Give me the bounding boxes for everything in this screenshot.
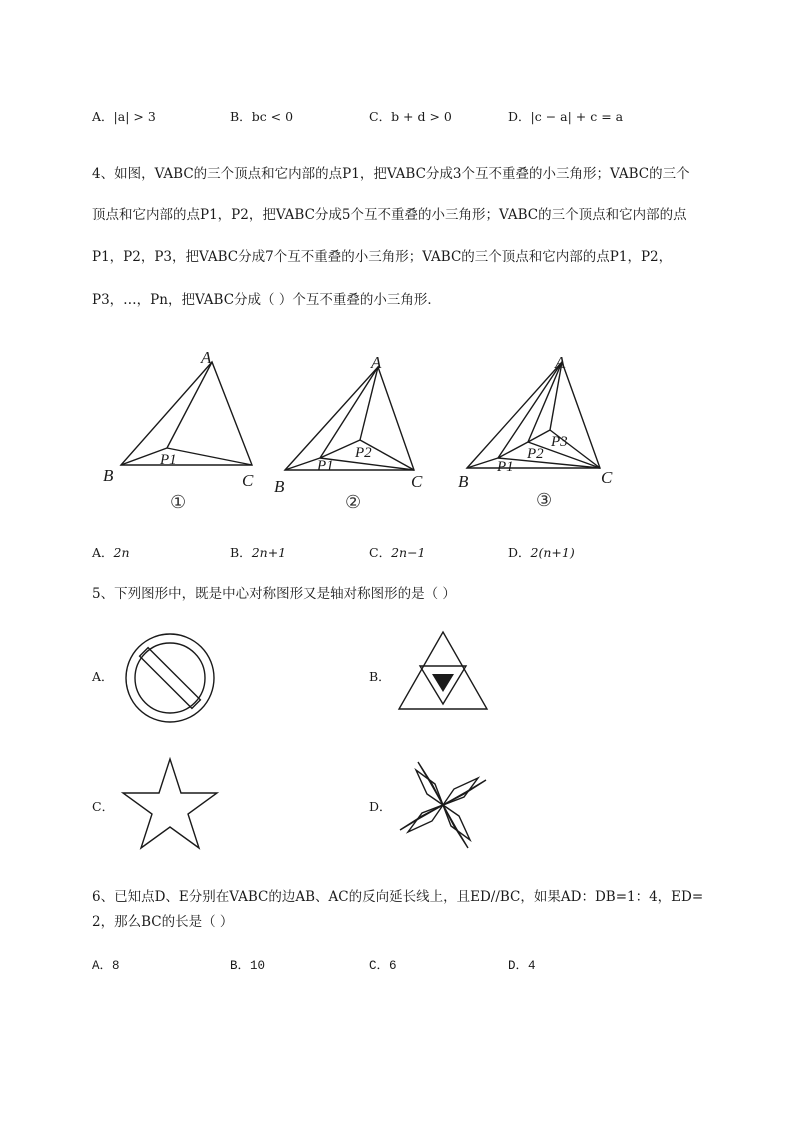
q6-option-d: D．4: [508, 959, 536, 973]
triangle-figure-1: [121, 362, 252, 465]
fig1-caption: ①: [170, 492, 187, 512]
q4-triangle-figures: [90, 340, 650, 520]
q3-option-c-expr: b + d > 0: [391, 109, 452, 124]
q4-line-2: 顶点和它内部的点P1，P2，把VABC分成5个互不重叠的小三角形；VABC的三个顶点和它内部的点: [92, 207, 687, 223]
q3-option-c: C．b + d > 0: [369, 109, 452, 124]
fig2-label-a: A: [371, 353, 382, 372]
triangle-abc-2: [285, 367, 414, 470]
q3-option-b-expr: bc < 0: [251, 109, 294, 124]
fig3-label-p3: P3: [551, 434, 568, 450]
q6-line-2: 2，那么BC的长是（ ）: [92, 914, 234, 930]
five-point-star-icon: [118, 756, 222, 854]
q4-line-1: 4、如图，VABC的三个顶点和它内部的点P1，把VABC分成3个互不重叠的小三角形；VABC的三个: [92, 166, 690, 182]
q3-option-a-expr: |a| > 3: [113, 109, 156, 124]
q4-option-a: A．2n: [92, 545, 130, 560]
fig1-label-p1: P1: [160, 452, 177, 468]
q6-line-1: 6、已知点D、E分别在VABC的边AB、AC的反向延长线上，且ED//BC，如果AD：DB=1：4，ED=: [92, 889, 704, 905]
fig2-label-p2: P2: [355, 445, 372, 461]
q6-option-b: B．10: [230, 959, 266, 973]
no-entry-sign-icon: [124, 632, 216, 724]
triangle-figure-2: [285, 367, 414, 470]
q3-option-d-expr: |c − a| + c = a: [530, 109, 624, 124]
fig3-caption: ③: [536, 490, 553, 510]
fig3-label-a: A: [555, 353, 566, 372]
q4-option-c: C．2n−1: [369, 545, 426, 560]
triangle-abc-1: [121, 362, 252, 465]
fig1-label-c: C: [242, 471, 254, 490]
segment-p1-c-1: [167, 448, 252, 465]
fig3-label-c: C: [601, 468, 613, 487]
q4-line-4: P3，…，Pn，把VABC分成（ ）个互不重叠的小三角形．: [92, 292, 441, 308]
q5-option-d-letter: D．: [369, 799, 392, 814]
q3-option-b: B．bc < 0: [230, 109, 294, 124]
triangle-with-inner-triangle-icon: [396, 630, 490, 712]
q4-option-d: D．2(n+1): [508, 545, 575, 560]
q3-option-a: A．|a| > 3: [92, 109, 156, 124]
q3-option-d: D．|c − a| + c = a: [508, 109, 624, 124]
fig3-label-p2: P2: [527, 446, 544, 462]
q6-option-c: C．6: [369, 959, 397, 973]
fig1-label-a: A: [201, 348, 212, 367]
q5-question: 5、下列图形中，既是中心对称图形又是轴对称图形的是（ ）: [92, 586, 456, 602]
q6-option-a: A．8: [92, 959, 120, 973]
fig2-caption: ②: [345, 492, 362, 512]
q5-option-c-letter: C．: [92, 799, 115, 814]
fig2-label-p1: P1: [317, 458, 334, 474]
q4-option-b: B．2n+1: [230, 545, 287, 560]
q5-option-b-letter: B．: [369, 669, 391, 684]
fig2-label-b: B: [274, 477, 285, 496]
fig2-label-c: C: [411, 472, 423, 491]
fig1-label-b: B: [103, 466, 114, 485]
q4-line-3: P1，P2，P3，把VABC分成7个互不重叠的小三角形；VABC的三个顶点和它内部的点P1，P2，: [92, 249, 673, 265]
pinwheel-icon: [394, 756, 492, 854]
fig3-label-b: B: [458, 472, 469, 491]
fig3-label-p1: P1: [497, 459, 514, 475]
q5-option-a-letter: A．: [92, 669, 114, 684]
